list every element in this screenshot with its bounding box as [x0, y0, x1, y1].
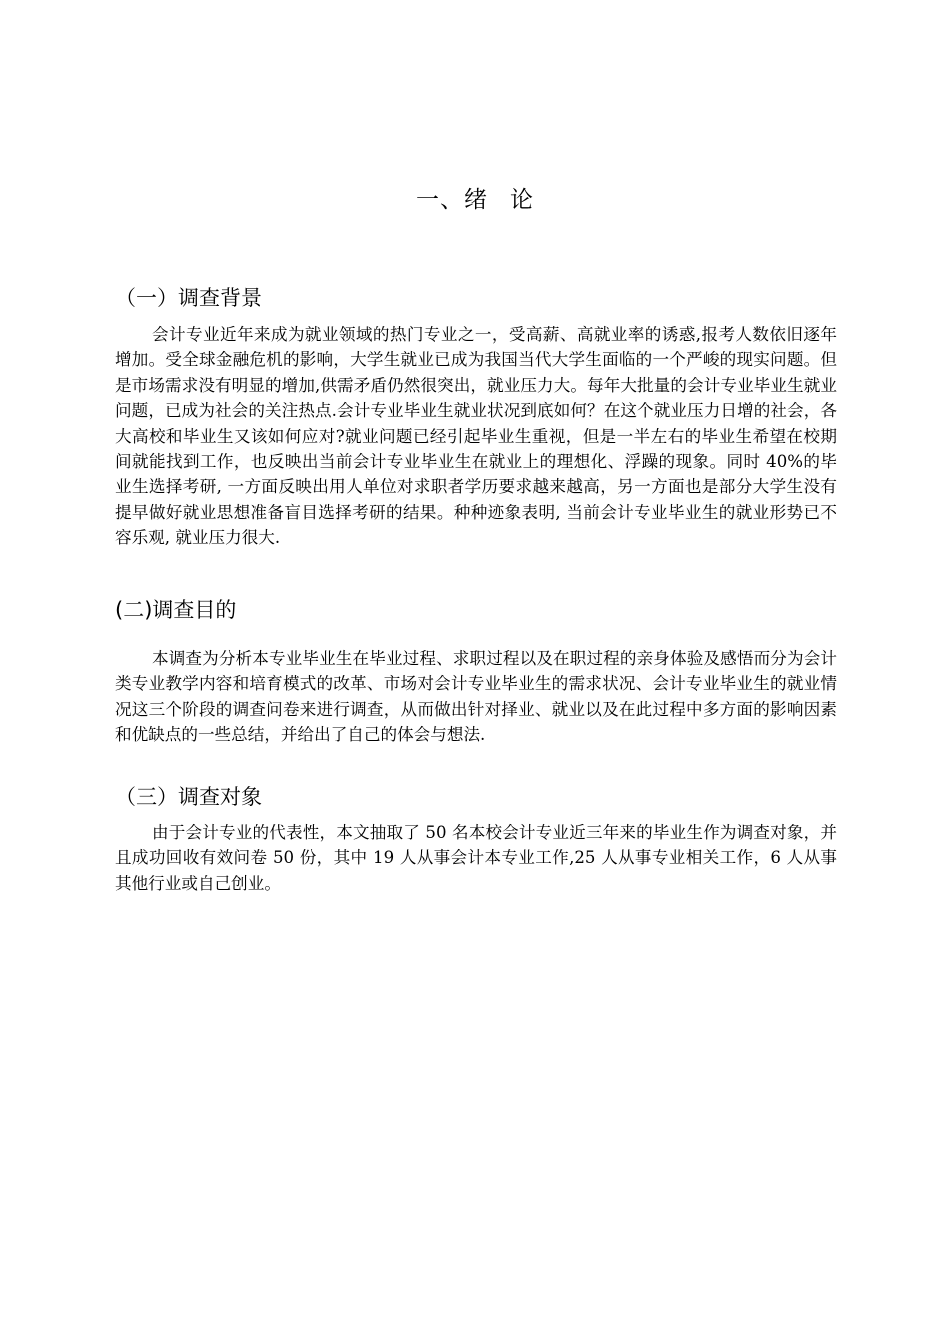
chapter-title-part2: 论 [510, 187, 534, 213]
section-body-background: 会计专业近年来成为就业领域的热门专业之一，受高薪、高就业率的诱惑,报考人数依旧逐年增加。受全球金融危机的影响，大学生就业已成为我国当代大学生面临的一个严峻的现实问题。但是市场需求没有明显的增加,供需矛盾仍然很突出，就业压力大。每年大批量的会计专业毕业生就业问题，已成为社会的关注热点.会计专业毕业生就业状况到底如何？在这个就业压力日增的社会，各大高校和毕业生又该如何应对?就业问题已经引起毕业生重视，但是一半左右的毕业生希望在校期间就能找到工作，也反映出当前会计专业毕业生在就业上的理想化、浮躁的现象。同时 40%的毕业生选择考研, 一方面反映出用人单位对求职者学历要求越来越高，另一方面也是部分大学生没有提早做好就业思想准备盲目选择考研的结果。种种迹象表明, 当前会计专业毕业生的就业形势已不容乐观, 就业压力很大. [115, 325, 837, 548]
section-body-subjects: 由于会计专业的代表性，本文抽取了 50 名本校会计专业近三年来的毕业生作为调查对象，并且成功回收有效问卷 50 份，其中 19 人从事会计本专业工作,25 人从事专业相关工作，6 人从事其他行业或自己创业。 [115, 823, 837, 893]
section-heading-subjects: （三）调查对象 [115, 785, 262, 809]
section-body-purpose: 本调查为分析本专业毕业生在毕业过程、求职过程以及在职过程的亲身体验及感悟而分为会计类专业教学内容和培育模式的改革、市场对会计专业毕业生的需求状况、会计专业毕业生的就业情况这三个阶段的调查问卷来进行调查，从而做出针对择业、就业以及在此过程中多方面的影响因素和优缺点的一些总结，并给出了自己的体会与想法. [115, 649, 837, 745]
chapter-title-part1: 一、绪 [416, 187, 488, 213]
section-heading-background: （一）调查背景 [115, 286, 262, 310]
chapter-title [0, 184, 950, 216]
section-heading-purpose: (二)调查目的 [115, 598, 237, 622]
